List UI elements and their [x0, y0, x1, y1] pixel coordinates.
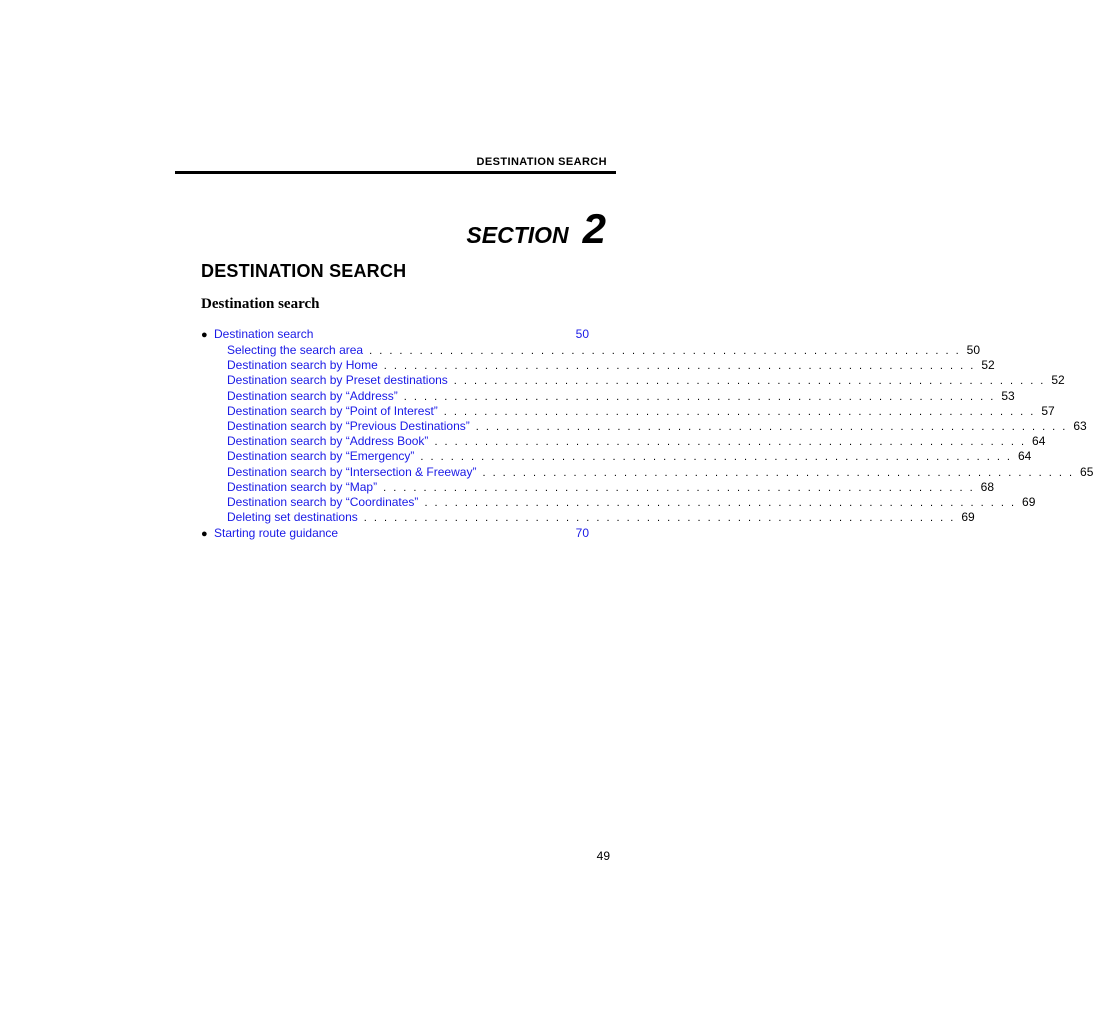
- section-heading: [466, 205, 606, 252]
- toc-main-page[interactable]: 70: [575, 526, 589, 541]
- toc-sub-label[interactable]: Destination search by “Coordinates”: [227, 494, 419, 509]
- chapter-title: DESTINATION SEARCH: [201, 261, 407, 281]
- dot-leader: . . . . . . . . . . . . . . . . . . . . . . . . . . . . . . . . . . . . . . . . . . . . . . . . . . . . . . . . . . .: [383, 481, 975, 494]
- toc-sub-page: 52: [981, 358, 995, 373]
- toc-sub-entry[interactable]: [201, 449, 1032, 464]
- toc-sub-page: 69: [961, 510, 975, 525]
- header-rule: [175, 171, 616, 174]
- toc-sub-label[interactable]: Destination search by “Address Book”: [227, 434, 429, 449]
- dot-leader: . . . . . . . . . . . . . . . . . . . . . . . . . . . . . . . . . . . . . . . . . . . . . . . . . . . . . . . . . . .: [420, 451, 1012, 464]
- dot-leader: . . . . . . . . . . . . . . . . . . . . . . . . . . . . . . . . . . . . . . . . . . . . . . . . . . . . . . . . . . .: [369, 345, 961, 357]
- toc-sub-entry[interactable]: [201, 464, 1093, 480]
- toc-sub-page: 50: [966, 343, 981, 357]
- toc-sub-entry[interactable]: [201, 403, 1055, 419]
- table-of-contents: [201, 326, 1093, 542]
- running-header-title: DESTINATION SEARCH: [476, 156, 607, 168]
- section-number: 2: [582, 205, 606, 252]
- toc-sub-entry[interactable]: [201, 479, 995, 495]
- dot-leader: . . . . . . . . . . . . . . . . . . . . . . . . . . . . . . . . . . . . . . . . . . . . . . . . . . . . . . . . . . .: [482, 466, 1075, 479]
- dot-leader: . . . . . . . . . . . . . . . . . . . . . . . . . . . . . . . . . . . . . . . . . . . . . . . . . . . . . . . . . . .: [383, 360, 976, 373]
- toc-sub-label[interactable]: Selecting the search area: [227, 343, 364, 357]
- toc-sub-page: 69: [1022, 494, 1036, 509]
- toc-sub-label[interactable]: Destination search by “Intersection & Freeway”: [227, 464, 477, 479]
- toc-sub-page: 63: [1073, 418, 1087, 433]
- toc-sub-entry[interactable]: [201, 343, 981, 358]
- toc-main-entry[interactable]: [201, 525, 589, 542]
- toc-sub-page: 65: [1080, 464, 1093, 479]
- toc-sub-entry[interactable]: [201, 388, 1015, 404]
- toc-main-entry[interactable]: [201, 326, 589, 343]
- toc-sub-page: 68: [980, 479, 995, 494]
- toc-sub-label[interactable]: Destination search by “Emergency”: [227, 449, 415, 464]
- toc-sub-label[interactable]: Destination search by “Address”: [227, 388, 398, 403]
- toc-main-label[interactable]: Starting route guidance: [214, 526, 339, 541]
- toc-sub-label[interactable]: Deleting set destinations: [227, 510, 358, 525]
- dot-leader: . . . . . . . . . . . . . . . . . . . . . . . . . . . . . . . . . . . . . . . . . . . . . . . . . . . . . . . . . . .: [434, 436, 1027, 449]
- dot-leader: . . . . . . . . . . . . . . . . . . . . . . . . . . . . . . . . . . . . . . . . . . . . . . . . . . . . . . . . . . .: [403, 390, 996, 403]
- toc-sub-label[interactable]: Destination search by Home: [227, 358, 378, 373]
- toc-sub-page: 53: [1001, 388, 1015, 403]
- toc-sub-page: 52: [1051, 373, 1065, 388]
- toc-sub-entry[interactable]: [201, 358, 995, 373]
- toc-sub-label[interactable]: Destination search by “Map”: [227, 479, 378, 494]
- toc-sub-entry[interactable]: [201, 434, 1046, 449]
- toc-sub-label[interactable]: Destination search by “Previous Destinations”: [227, 418, 470, 433]
- dot-leader: . . . . . . . . . . . . . . . . . . . . . . . . . . . . . . . . . . . . . . . . . . . . . . . . . . . . . . . . . . .: [453, 375, 1046, 388]
- bullet-icon: ●: [201, 528, 208, 541]
- toc-sub-label[interactable]: Destination search by Preset destinations: [227, 373, 448, 388]
- dot-leader: . . . . . . . . . . . . . . . . . . . . . . . . . . . . . . . . . . . . . . . . . . . . . . . . . . . . . . . . . . .: [363, 512, 956, 525]
- toc-sub-entry[interactable]: [201, 373, 1065, 388]
- toc-sub-entry[interactable]: [201, 418, 1087, 434]
- toc-sub-page: 64: [1018, 449, 1032, 464]
- toc-sub-page: 64: [1032, 434, 1046, 449]
- dot-leader: . . . . . . . . . . . . . . . . . . . . . . . . . . . . . . . . . . . . . . . . . . . . . . . . . . . . . . . . . . .: [424, 496, 1017, 509]
- toc-sub-label[interactable]: Destination search by “Point of Interest”: [227, 403, 438, 418]
- page-number: 49: [596, 849, 610, 863]
- section-word: SECTION: [466, 222, 569, 248]
- toc-main-page[interactable]: 50: [575, 327, 589, 341]
- subsection-title: Destination search: [201, 296, 320, 312]
- toc-main-label[interactable]: Destination search: [214, 327, 314, 341]
- toc-sub-page: 57: [1041, 403, 1055, 418]
- dot-leader: . . . . . . . . . . . . . . . . . . . . . . . . . . . . . . . . . . . . . . . . . . . . . . . . . . . . . . . . . . .: [475, 420, 1068, 433]
- bullet-icon: ●: [201, 329, 208, 341]
- toc-sub-entry[interactable]: [201, 510, 975, 525]
- toc-sub-entry[interactable]: [201, 494, 1036, 510]
- dot-leader: . . . . . . . . . . . . . . . . . . . . . . . . . . . . . . . . . . . . . . . . . . . . . . . . . . . . . . . . . . .: [443, 405, 1036, 418]
